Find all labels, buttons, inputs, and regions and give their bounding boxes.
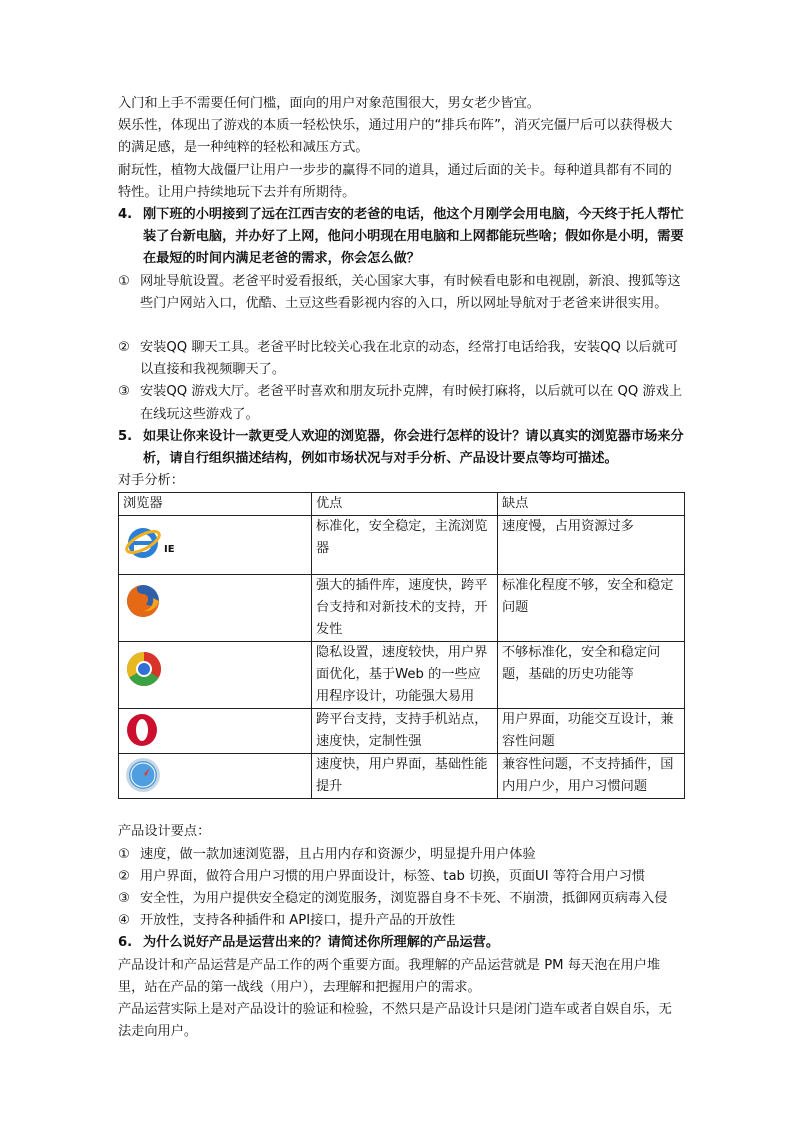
pros-cell: 跨平台支持，支持手机站点，速度快，定制性强 [312, 709, 498, 754]
question-text: 为什么说好产品是运营出来的？请简述你所理解的产品运营。 [143, 935, 500, 951]
design-point-text: 速度，做一款加速浏览器，且占用内存和资源少，明显提升用户体验 [140, 846, 536, 862]
intro-paragraph: 入门和上手不需要任何门槛，面向的用户对象范围很大，男女老少皆宜。 [118, 96, 540, 111]
browser-cell [119, 642, 312, 709]
table-row [119, 642, 685, 709]
design-point [118, 910, 684, 932]
table-row [119, 575, 685, 642]
answer-text: 网址导航设置。老爸平时爱看报纸，关心国家大事，有时候看电影和电视剧，新浪、搜狐等这些门户网站入口，优酷、土豆这些看影视内容的入口，所以网址导航对于老爸来讲很实用。 [140, 273, 681, 311]
design-point [118, 844, 684, 866]
design-point-marker: ④ [118, 913, 130, 929]
browser-cell [119, 575, 312, 642]
design-point-text: 用户界面，做符合用户习惯的用户界面设计，标签、tab 切换，页面UI 等符合用户习惯 [140, 868, 646, 884]
pros-cell: 速度快，用户界面，基础性能提升 [312, 754, 498, 799]
document-page [118, 93, 684, 1043]
table-row [119, 709, 685, 754]
design-points-label: 产品设计要点： [118, 824, 211, 840]
cons-cell: 标准化程度不够，安全和稳定问题 [498, 575, 685, 642]
design-point [118, 888, 684, 910]
design-point [118, 866, 684, 888]
pros-cell: 强大的插件库，速度快，跨平台支持和对新技术的支持，开发性 [312, 575, 498, 642]
answer-paragraph: 产品设计和产品运营是产品工作的两个重要方面。我理解的产品运营就是 PM 每天泡在用户堆里，站在产品的第一战线（用户），去理解和把握用户的需求。 [118, 957, 661, 995]
intro-paragraph: 娱乐性，体现出了游戏的本质一轻松快乐，通过用户的“排兵布阵”，消灭完僵尸后可以获得极大的满足感，是一种纯粹的轻松和减压方式。 [118, 118, 673, 156]
question-number: 5. [118, 428, 133, 444]
question-6-heading [118, 932, 684, 954]
ie-icon [124, 523, 162, 561]
question-5-heading [118, 426, 684, 470]
question-text: 如果让你来设计一款更受人欢迎的浏览器，你会进行怎样的设计？请以真实的浏览器市场来分析，请自行组织描述结构，例如市场状况与对手分析、产品设计要点等均可描述。 [143, 428, 684, 467]
question-text: 刚下班的小明接到了远在江西吉安的老爸的电话，他这个月刚学会用电脑，今天终于托人帮忙装了台新电脑，并办好了上网，他问小明现在用电脑和上网都能玩些啥；假如你是小明，需要在最短的时间内满足老爸的需求，你会怎么做？ [143, 207, 684, 267]
design-point-text: 安全性，为用户提供安全稳定的浏览服务，浏览器自身不卡死、不崩溃，抵御网页病毒入侵 [140, 891, 668, 907]
rival-analysis-label: 对手分析： [118, 473, 184, 489]
answer-text: 安装QQ 游戏大厅。老爸平时喜欢和朋友玩扑克牌，有时候打麻将，以后就可以在 QQ 游戏上在线玩这些游戏了。 [140, 384, 683, 422]
table-row [119, 516, 685, 575]
browser-cell [119, 709, 312, 754]
answer-text: 安装QQ 聊天工具。老爸平时比较关心我在北京的动态，经常打电话给我，安装QQ 以后就可以直接和我视频聊天了。 [140, 340, 678, 378]
cons-cell: 不够标准化，安全和稳定问题，基础的历史功能等 [498, 642, 685, 709]
table-header-cell: 缺点 [498, 493, 685, 516]
answer-marker: ③ [118, 384, 130, 400]
cons-cell: 兼容性问题，不支持插件，国内用户少，用户习惯问题 [498, 754, 685, 799]
table-row [119, 754, 685, 799]
intro-paragraph: 耐玩性，植物大战僵尸让用户一步步的赢得不同的道具，通过后面的关卡。每种道具都有不同的特性。让用户持续地玩下去并有所期待。 [118, 162, 672, 200]
pros-cell: 标准化，安全稳定，主流浏览器 [312, 516, 498, 575]
answer-paragraph: 产品运营实际上是对产品设计的验证和检验，不然只是产品设计只是闭门造车或者自娱自乐，无法走向用户。 [118, 1002, 672, 1040]
answer-marker: ① [118, 273, 130, 289]
firefox-icon [124, 582, 162, 620]
design-point-marker: ① [118, 846, 130, 862]
pros-cell: 隐私设置，速度较快，用户界面优化，基于Web 的一些应用程序设计，功能强大易用 [312, 642, 498, 709]
table-header-cell: 浏览器 [119, 493, 312, 516]
cons-cell: 用户界面，功能交互设计，兼容性问题 [498, 709, 685, 754]
blank-line [118, 315, 684, 337]
design-point-marker: ② [118, 868, 130, 884]
cons-cell: 速度慢，占用资源过多 [498, 516, 685, 575]
browser-cell [119, 754, 312, 799]
browser-comparison-table [118, 492, 685, 799]
opera-icon [124, 712, 160, 748]
question-number: 4. [118, 207, 133, 223]
answer-item [118, 271, 684, 315]
answer-item [118, 381, 684, 425]
browser-cell [119, 516, 312, 575]
ie-label: IE [164, 544, 175, 556]
question-4-heading [118, 204, 684, 271]
blank-line [118, 799, 684, 821]
answer-item [118, 337, 684, 381]
design-point-text: 开放性，支持各种插件和 API接口，提升产品的开放性 [140, 913, 456, 929]
table-header-cell: 优点 [312, 493, 498, 516]
answer-marker: ② [118, 340, 130, 356]
question-number: 6. [118, 935, 133, 951]
safari-icon [124, 756, 162, 794]
chrome-icon [124, 649, 164, 689]
table-header-row [119, 493, 685, 516]
design-point-marker: ③ [118, 891, 130, 907]
